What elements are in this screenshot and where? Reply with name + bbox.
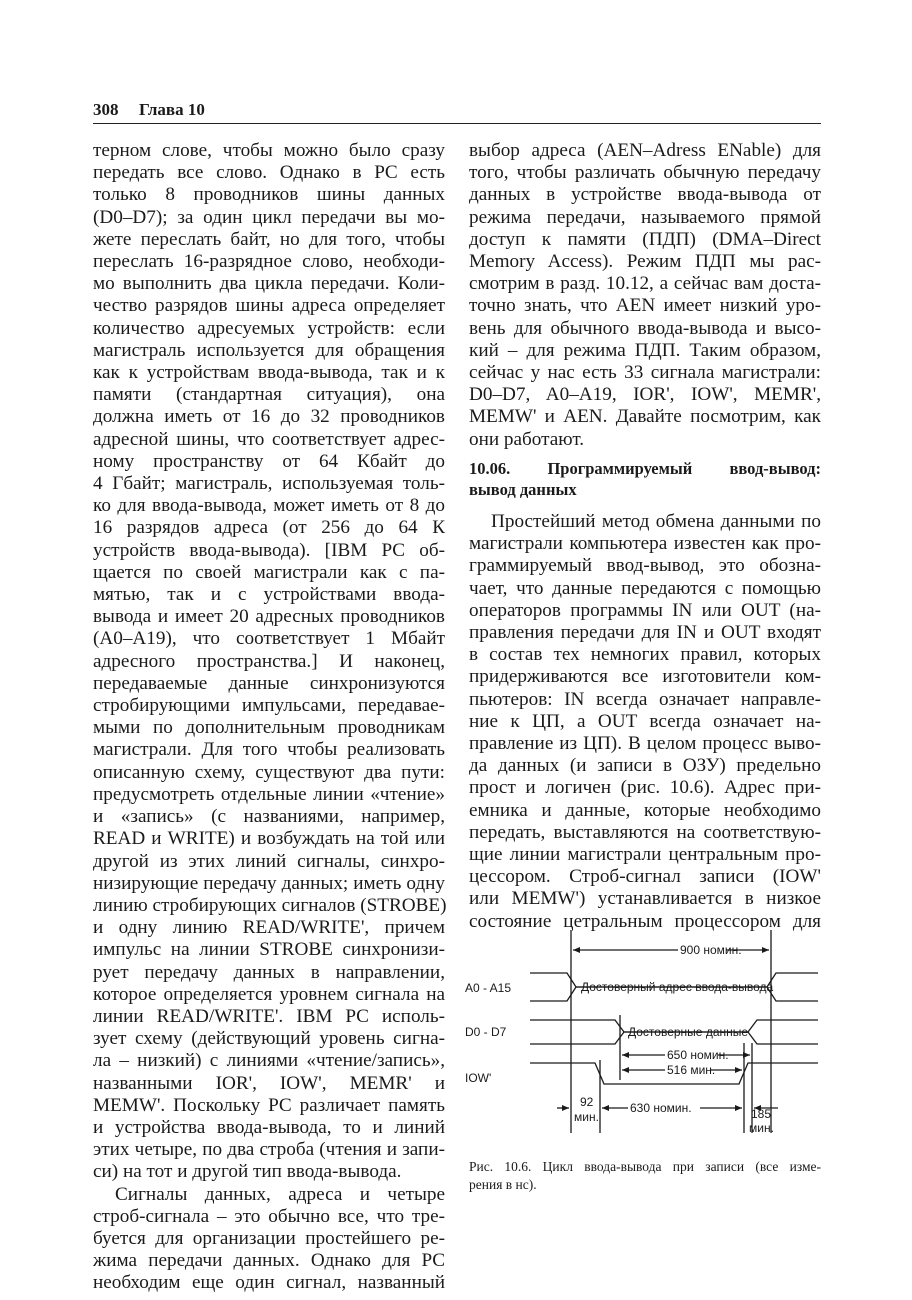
text-line: адресной шины, что соответствует адрес- [93, 428, 445, 450]
caption-line: Рис. 10.6. Цикл ввода-вывода при записи (все изме- [469, 1159, 821, 1174]
timing-diagram [460, 925, 830, 1155]
text-line: да данных (и записи в ОЗУ) предельно [469, 755, 821, 777]
timing-92: 92 [580, 1095, 594, 1109]
text-line: предусмотреть отдельные линии «чтение» [93, 783, 445, 805]
arrow-head [622, 1052, 629, 1058]
text-line: только 8 проводников шины данных [93, 184, 445, 206]
text-line: операторов программы IN или OUT (на- [469, 599, 821, 621]
text-line: мо выполнить два цикла передачи. Коли- [93, 273, 445, 295]
text-line: строб-сигнала – это обычно все, что тре- [93, 1205, 445, 1227]
text-line: прост и логичен (рис. 10.6). Адрес при- [469, 777, 821, 799]
text-line: выбор адреса (AEN–Adress ENable) для [469, 140, 821, 161]
text-line: 4 Гбайт; магистраль, используемая толь- [93, 473, 445, 495]
chapter-title: Глава 10 [139, 100, 205, 119]
timing-650: 650 номин. [667, 1048, 729, 1062]
arrow-head [743, 1052, 750, 1058]
text-line: смотрим в разд. 10.12, а сейчас вам доста- [469, 273, 821, 295]
arrow-head [562, 1105, 569, 1111]
signal-label-address: A0 - A15 [465, 981, 512, 995]
text-line: и устройства ввода-вывода, то и линий [93, 1116, 445, 1138]
text-line: устройств ввода-вывода). [IBM PC об- [93, 539, 445, 561]
page-number: 308 [93, 100, 119, 119]
text-line: линии READ/WRITE'. IBM PC исполь- [93, 1005, 445, 1027]
signal-label-iow: IOW' [465, 1071, 492, 1085]
text-line: передать, выставляются на соответствую- [469, 821, 821, 843]
text-line: того, чтобы различать обычную передачу [469, 162, 821, 184]
text-line: режима передачи, называемого прямой [469, 206, 821, 228]
text-line: низирующие передачу данных; иметь одну [93, 872, 445, 894]
arrow-head [573, 947, 580, 953]
text-line: ние к ЦП, а OUT всегда означает на- [469, 710, 821, 732]
text-line: передать все слово. Однако в PC есть [93, 162, 445, 184]
text-line: в состав тех немногих правил, которых [469, 644, 821, 666]
text-line: мыми по дополнительным проводникам [93, 717, 445, 739]
text-line: щие линии магистрали центральным про- [469, 844, 821, 866]
arrow-head [602, 1105, 609, 1111]
text-line: Простейший метод обмена данными по [491, 511, 821, 532]
text-line: другой из этих линий сигналы, синхро- [93, 850, 445, 872]
text-line: магистрали. Для того чтобы реализовать [93, 739, 445, 761]
text-line: (A0–A19), что соответствует 1 Мбайт [93, 628, 445, 650]
text-line: сейчас у нас есть 33 сигнала магистрали: [469, 362, 821, 384]
timing-diagram-figure [460, 925, 830, 1155]
text-line: емника и данные, которые необходимо [469, 799, 821, 821]
section-heading-line: вывод данных [469, 480, 577, 499]
text-line: должна иметь от 16 до 32 проводников [93, 406, 445, 428]
text-line: Сигналы данных, адреса и четыре [115, 1183, 445, 1205]
header-rule [93, 123, 821, 124]
timing-185-unit: мин. [749, 1121, 774, 1135]
text-line: щается по своей магистрали как с па- [93, 561, 445, 583]
arrow-head [762, 947, 769, 953]
text-line: вывода и имеет 20 адресных проводников [93, 606, 445, 628]
text-line: чество разрядов шины адреса определяет [93, 295, 445, 317]
text-line: состояние цетральным процессором для [469, 910, 821, 932]
arrow-head [735, 1105, 742, 1111]
text-line: чает, что данные передаются с помощью [469, 577, 821, 599]
running-header [93, 100, 821, 122]
text-line: жете переслать байт, но для того, чтобы [93, 228, 445, 250]
text-line: зует схему (действующий уровень сигна- [93, 1028, 445, 1050]
text-line: D0–D7, A0–A19, IOR', IOW', MEMR', [469, 384, 821, 406]
text-line: которое определяется уровнем сигнала на [93, 983, 445, 1005]
text-line: передаваемые данные синхронизуются [93, 672, 445, 694]
text-line: магистрали компьютера известен как про- [469, 533, 821, 555]
text-line: ному пространству от 64 Кбайт до [93, 450, 445, 472]
text-line: READ и WRITE) и возбуждать на той или [93, 828, 445, 850]
text-line: буется для организации простейшего ре- [93, 1227, 445, 1249]
text-line: переслать 16-разрядное слово, необходи- [93, 251, 445, 273]
section-heading-line: 10.06. Программируемый ввод-вывод: [469, 459, 821, 478]
timing-900: 900 номин. [680, 943, 742, 957]
text-line: Memory Access). Режим ПДП мы рас- [469, 251, 821, 273]
section-heading [469, 458, 821, 500]
text-line: MEMW'. Поскольку PC различает память [93, 1094, 445, 1116]
left-column [93, 140, 445, 1295]
text-line: точно знать, что AEN имеет низкий уро- [469, 295, 821, 317]
text-line: линию стробирующих сигналов (STROBE) [93, 894, 447, 916]
text-line: пьютеров: IN всегда означает направле- [469, 688, 821, 710]
text-line: или MEMW') устанавливается в низкое [469, 888, 821, 910]
text-line: они работают. [469, 428, 585, 450]
text-line: и «запись» (с названиями, например, [93, 806, 445, 828]
text-line: количество адресуемых устройств: если [93, 317, 445, 339]
timing-92-unit: мин. [574, 1110, 599, 1124]
text-line: MEMW' и AEN. Давайте посмотрим, как [469, 406, 821, 428]
text-line: описанную схему, существуют два пути: [93, 761, 445, 783]
text-line: магистраль используется для обращения [93, 339, 445, 361]
text-line: ко для ввода-вывода, может иметь от 8 до [93, 495, 445, 517]
signal-label-data: D0 - D7 [465, 1025, 507, 1039]
text-line: стробирующими импульсами, передавае- [93, 695, 445, 717]
arrow-head [622, 1067, 629, 1073]
caption-line: рения в нс). [469, 1177, 537, 1192]
right-column-top [469, 140, 821, 451]
text-line: названными IOR', IOW', MEMR' и [93, 1072, 445, 1094]
text-line: данных в устройстве ввода-вывода от [469, 184, 821, 206]
text-line: этих четыре, по два строба (чтения и запи- [93, 1139, 445, 1161]
text-line: как к устройствам ввода-вывода, так и к [93, 362, 445, 384]
text-line: импульс на линии STROBE синхронизи- [93, 939, 445, 961]
text-line: доступ к памяти (ПДП) (DMA–Direct [469, 228, 821, 250]
text-line: терном слове, чтобы можно было сразу [93, 140, 445, 161]
text-line: рует передачу данных в направлении, [93, 961, 445, 983]
text-line: вень для обычного ввода-вывода и высо- [469, 317, 821, 339]
text-line: адресного пространства.] И наконец, [93, 650, 445, 672]
text-line: памяти (стандартная ситуация), она [93, 384, 445, 406]
text-line: ла – низкий) с линиями «чтение/запись», [93, 1050, 445, 1072]
text-line: цессором. Строб-сигнал записи (IOW' [469, 866, 821, 888]
right-column-body [469, 511, 821, 933]
text-line: 16 разрядов адреса (от 256 до 64 К [93, 517, 445, 539]
text-line: мятью, так и с устройствами ввода- [93, 584, 445, 606]
timing-185: 185 [751, 1107, 772, 1121]
text-line: граммируемый ввод-вывод, это обозна- [469, 555, 821, 577]
text-line: правления передачи для IN и OUT входят [469, 622, 821, 644]
text-line: придерживаются все изготовители ком- [469, 666, 821, 688]
arrow-head [735, 1067, 742, 1073]
address-valid-label: Достоверный адрес ввода-вывода [581, 980, 774, 994]
text-line: необходим еще один сигнал, названный [93, 1272, 445, 1294]
timing-516: 516 мин. [667, 1063, 716, 1077]
text-line: жима передачи данных. Однако для PC [93, 1250, 445, 1272]
text-line: кий – для режима ПДП. Таким образом, [469, 339, 821, 361]
text-line: и одну линию READ/WRITE', причем [93, 917, 445, 939]
text-line: правление из ЦП). В целом процесс выво- [469, 733, 821, 755]
figure-caption [469, 1158, 821, 1194]
data-valid-label: Достоверные данные [628, 1025, 749, 1039]
text-line: си) на тот и другой тип ввода-вывода. [93, 1161, 402, 1183]
text-line: (D0–D7); за один цикл передачи вы мо- [93, 206, 445, 228]
timing-630: 630 номин. [630, 1101, 692, 1115]
